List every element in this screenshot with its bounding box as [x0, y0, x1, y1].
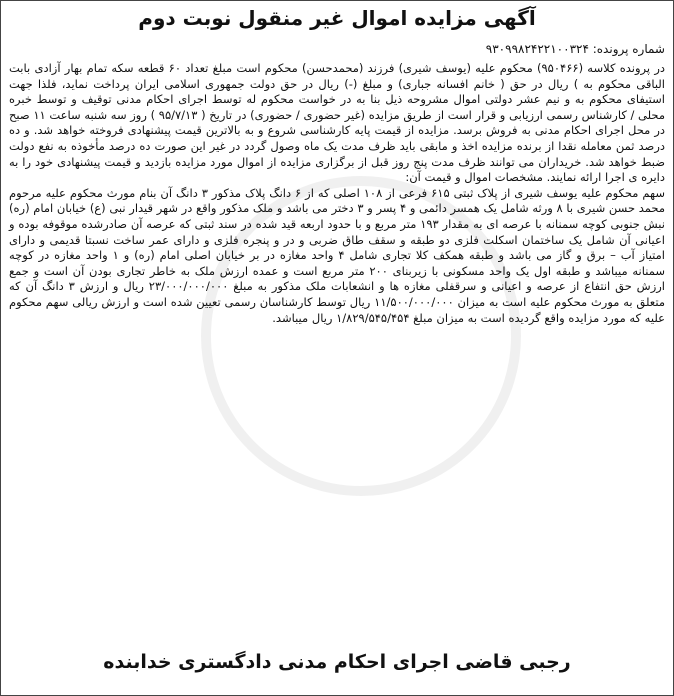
case-number: شماره پرونده: ۹۳۰۹۹۸۲۴۲۲۱۰۰۳۲۴: [485, 42, 665, 56]
notice-paragraph-terms: در پرونده کلاسه (۹۵۰۴۶۶) محکوم علیه (یوسف شیری) فرزند (محمدحسن) محکوم است مبلغ تعداد ۶۰ قطعه سکه تمام بهار آزادی بابت الباقی محکوم به ) ریال در حق ( خانم افسانه جباری) و مبلغ (-) ریال در حق دولت جمهوری اسلامی ایران پرداخت نماید، فلذا جهت استیفای محکوم به و نیم عشر دولتی اموال مشروحه ذیل بنا به در خواست محکوم له توسط اجرای احکام مدنی توقیف و توسط خبره محلی / کارشناس رسمی ارزیابی و قرار است از طریق مزایده (غیر حضوری / حضوری) در تاریخ ( ۹۵/۷/۱۳ ) روز سه شنبه ساعت ۱۱ صبح در محل اجرای احکام مدنی به فروش برسد. مزایده از قیمت پایه کارشناسی شروع و به بالاترین قیمت پیشنهادی فروخته خواهد شد. و ده درصد ثمن معامله نقدا از برنده مزایده اخذ و مابقی باید ظرف مدت یک ماه وصول گردد در غیر این صورت ده درصد مأخوذه به نفع دولت ضبط خواهد شد. خریداران می توانند ظرف مدت پنج روز قبل از برگزاری مزایده از اموال مورد مزایده بازدید و قیمت پیشنهادی خود را به دایره ی اجرا ارائه نمایند. مشخصات اموال و قیمت آن:: [9, 61, 665, 185]
judge-signature: رجبی قاضی اجرای احکام مدنی دادگستری خدابنده: [103, 651, 571, 673]
notice-paragraph-property: سهم محکوم علیه یوسف شیری از پلاک ثبتی ۶۱۵ فرعی از ۱۰۸ اصلی که از ۶ دانگ پلاک مذکور ۳ دانگ آن بنام مورث محکوم علیه مرحوم محمد حسن شیری با ۸ ورثه شامل یک همسر دائمی و ۴ پسر و ۳ دختر می باشد و ملک مذکور واقع در شهر قیدار نبی (ع) خیابان امام (ره) نبش جنوبی کوچه سمنانه با عرصه ای به مقدار ۱۹۳ متر مربع و با حدود اربعه قید شده در سند ثبتی که عرصه آن صادرشده موقوفه بوده و اعیانی آن شامل یک ساختمان اسکلت فلزی دو طبقه و سقف طاق ضربی و در و پنجره فلزی و دارای عمر ساخت نسبتا قدیمی و دارای امتیاز آب – برق و گاز می باشد و طبقه همکف کلا تجاری شامل ۴ واحد مغازه در بر خیابان اصلی امام (ره) و ۱ واحد مغازه در کوچه سمنانه میباشد و طبقه اول یک واحد مسکونی با زیربنای ۲۰۰ متر مربع است و عمده ارزش ملک به خاطر تجاری بودن آن است و جمع ارزش حق انتفاع از عرصه و اعیانی و سرقفلی مغازه ها و انشعابات ملک مذکور به مبلغ ۲۳/۰۰۰/۰۰۰/۰۰۰ ریال و ارزش ۳ دانگ آن که متعلق به مورث محکوم علیه است به میزان ۱۱/۵۰۰/۰۰۰/۰۰۰ ریال توسط کارشناسان رسمی تعیین شده است و ارزش ریالی سهم محکوم علیه که مورد مزایده واقع گردیده است به میزان مبلغ ۱/۸۲۹/۵۴۵/۴۵۴ ریال میباشد.: [9, 185, 666, 325]
notice-body: [9, 61, 665, 326]
notice-title: آگهی مزایده اموال غیر منقول نوبت دوم: [138, 6, 536, 30]
